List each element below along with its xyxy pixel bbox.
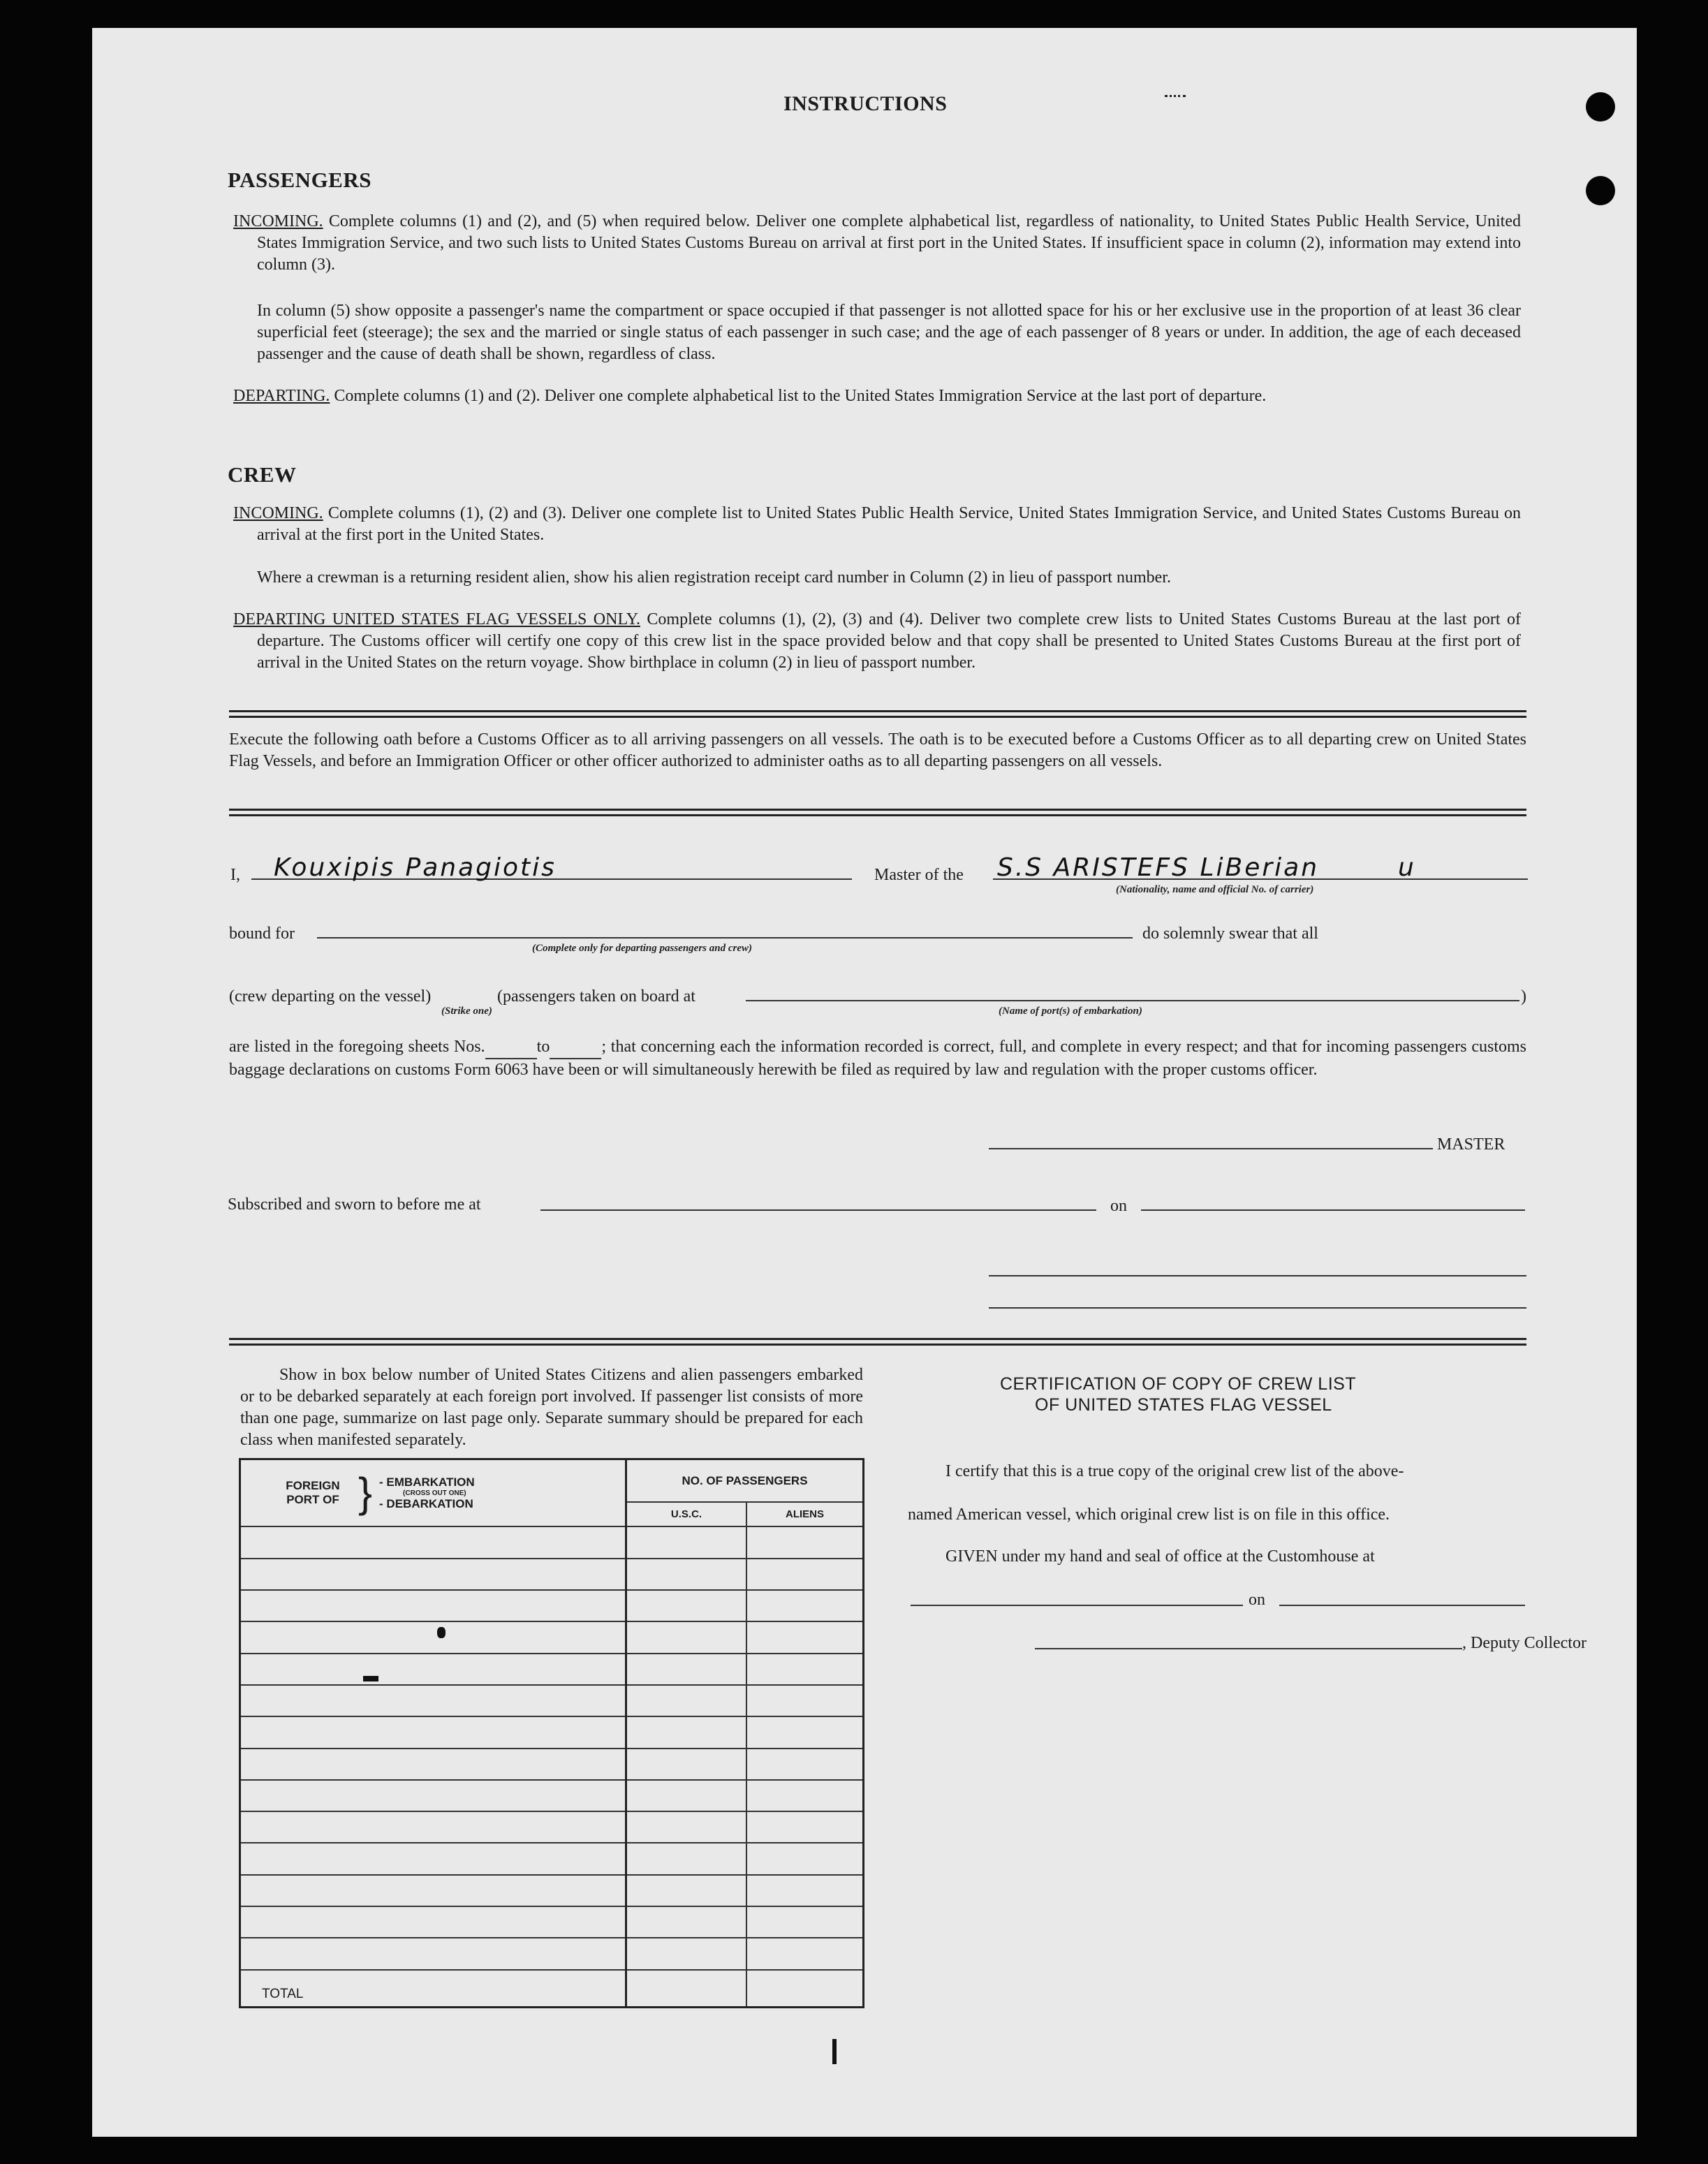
officer-signature-field-2[interactable] bbox=[989, 1307, 1526, 1309]
listed-to-label: to bbox=[536, 1038, 550, 1056]
summary-row bbox=[240, 1938, 864, 1969]
rule-double-2 bbox=[229, 809, 1526, 816]
port-cell[interactable] bbox=[240, 1621, 626, 1653]
passengers-departing-label: DEPARTING. bbox=[233, 387, 330, 405]
summary-row bbox=[240, 1875, 864, 1906]
summary-row bbox=[240, 1749, 864, 1780]
aliens-cell[interactable] bbox=[746, 1749, 864, 1780]
swear-text: do solemnly swear that all bbox=[1142, 925, 1318, 943]
usc-cell[interactable] bbox=[626, 1749, 747, 1780]
port-cell[interactable] bbox=[240, 1685, 626, 1716]
usc-cell[interactable] bbox=[626, 1875, 747, 1906]
crew-departing-option[interactable]: (crew departing on the vessel) bbox=[229, 987, 432, 1006]
port-embarkation-field[interactable] bbox=[746, 1000, 1519, 1001]
summary-row bbox=[240, 1685, 864, 1716]
crew-resident-paragraph: Where a crewman is a returning resident alien, show his alien registration receipt card number in Column (2) in lieu of passport number. bbox=[257, 568, 1171, 587]
aliens-cell[interactable] bbox=[746, 1811, 864, 1843]
oath-i-label: I, bbox=[230, 866, 240, 884]
passengers-incoming-text: Complete columns (1) and (2), and (5) when required below. Deliver one complete alphabetical list, regardless of nationality, to United States Public Health Service, United States Immigration Service, and two such lists to United States Customs Bureau on arrival at first port in the United States. If insufficient space in column (2), information may extend into column (3). bbox=[257, 212, 1521, 274]
cert-title-line1: CERTIFICATION OF COPY OF CREW LIST bbox=[1000, 1374, 1357, 1394]
aliens-cell[interactable] bbox=[746, 1716, 864, 1748]
vessel-suffix-value: u bbox=[1398, 853, 1416, 882]
summary-row bbox=[240, 1716, 864, 1748]
crew-incoming-label: INCOMING. bbox=[233, 504, 323, 522]
usc-cell[interactable] bbox=[626, 1843, 747, 1874]
usc-cell[interactable] bbox=[626, 1938, 747, 1969]
usc-cell[interactable] bbox=[626, 1590, 747, 1621]
punch-hole-second bbox=[1586, 176, 1615, 205]
sheet-to-field[interactable] bbox=[550, 1036, 601, 1059]
deputy-collector-signature-field[interactable] bbox=[1035, 1648, 1462, 1649]
usc-cell[interactable] bbox=[626, 1654, 747, 1685]
port-cell[interactable] bbox=[240, 1811, 626, 1843]
subscribed-on-label: on bbox=[1110, 1197, 1127, 1215]
vessel-caption: (Nationality, name and official No. of carrier) bbox=[1116, 884, 1314, 895]
aliens-cell[interactable] bbox=[746, 1559, 864, 1590]
listed-text-b: ; that concerning each the information recorded is correct, full, and complete in every respect; and that for incoming passengers customs baggage declarations on customs Form 6063 have been or will simultaneously herewith be filed as required by law and regulation with the proper customs officer. bbox=[229, 1038, 1526, 1079]
summary-row bbox=[240, 1780, 864, 1811]
total-aliens-cell[interactable] bbox=[746, 1970, 864, 2008]
customhouse-place-field[interactable] bbox=[911, 1605, 1243, 1606]
total-label: TOTAL bbox=[240, 1970, 626, 2008]
passengers-taken-option[interactable]: (passengers taken on board at bbox=[497, 987, 695, 1006]
cert-on-label: on bbox=[1249, 1591, 1265, 1609]
port-cell[interactable] bbox=[240, 1906, 626, 1938]
port-cell[interactable] bbox=[240, 1938, 626, 1969]
port-cell[interactable] bbox=[240, 1559, 626, 1590]
usc-cell[interactable] bbox=[626, 1621, 747, 1653]
passengers-heading: PASSENGERS bbox=[228, 168, 371, 192]
aliens-cell[interactable] bbox=[746, 1685, 864, 1716]
aliens-header: ALIENS bbox=[746, 1502, 864, 1526]
deputy-collector-label: , Deputy Collector bbox=[1462, 1634, 1586, 1652]
aliens-cell[interactable] bbox=[746, 1843, 864, 1874]
crew-incoming-text: Complete columns (1), (2) and (3). Deliver one complete list to United States Public Health Service, United States Immigration Service, and United States Customs Bureau on arrival at the first port in the United States. bbox=[257, 504, 1522, 544]
close-paren: ) bbox=[1521, 987, 1526, 1006]
port-cell[interactable] bbox=[240, 1526, 626, 1558]
usc-cell[interactable] bbox=[626, 1811, 747, 1843]
summary-row bbox=[240, 1526, 864, 1558]
master-of-label: Master of the bbox=[874, 866, 964, 884]
summary-row bbox=[240, 1811, 864, 1843]
cert-title-line2: OF UNITED STATES FLAG VESSEL bbox=[1035, 1395, 1332, 1415]
scan-speck bbox=[437, 1627, 446, 1638]
port-cell[interactable] bbox=[240, 1749, 626, 1780]
port-cell[interactable] bbox=[240, 1590, 626, 1621]
usc-header: U.S.C. bbox=[626, 1502, 747, 1526]
subscribed-place-field[interactable] bbox=[540, 1209, 1096, 1211]
aliens-cell[interactable] bbox=[746, 1906, 864, 1938]
subscribed-date-field[interactable] bbox=[1141, 1209, 1525, 1211]
port-cell[interactable] bbox=[240, 1654, 626, 1685]
usc-cell[interactable] bbox=[626, 1906, 747, 1938]
summary-row bbox=[240, 1590, 864, 1621]
passengers-departing-paragraph bbox=[233, 385, 1521, 407]
vessel-value: S.S ARISTEFS LiBerian bbox=[997, 853, 1320, 882]
port-cell[interactable] bbox=[240, 1716, 626, 1748]
usc-cell[interactable] bbox=[626, 1526, 747, 1558]
crew-incoming-paragraph bbox=[233, 503, 1522, 546]
crew-heading: CREW bbox=[228, 462, 297, 487]
cross-out-label: (CROSS OUT ONE) bbox=[403, 1489, 466, 1497]
usc-cell[interactable] bbox=[626, 1716, 747, 1748]
port-cell[interactable] bbox=[240, 1843, 626, 1874]
listed-paragraph bbox=[229, 1036, 1526, 1081]
form-page bbox=[92, 28, 1637, 2137]
passengers-incoming-paragraph bbox=[233, 211, 1521, 276]
debarkation-label: - DEBARKATION bbox=[379, 1496, 473, 1510]
aliens-cell[interactable] bbox=[746, 1654, 864, 1685]
passengers-departing-text: Complete columns (1) and (2). Deliver one complete alphabetical list to the United States Immigration Service at the last port of departure. bbox=[334, 387, 1267, 405]
no-of-passengers-header: NO. OF PASSENGERS bbox=[626, 1459, 864, 1503]
oath-intro-paragraph: Execute the following oath before a Customs Officer as to all arriving passengers on all vessels. The oath is to be executed before a Customs Officer as to all departing crew on United States Flag Vessels, and before an Immigration Officer or other officer authorized to administer oaths as to all departing passengers on all vessels. bbox=[229, 730, 1526, 770]
brace-glyph: } bbox=[358, 1469, 373, 1517]
cert-given-text: GIVEN under my hand and seal of office at the Customhouse at bbox=[945, 1547, 1375, 1566]
sheet-from-field[interactable] bbox=[485, 1036, 537, 1059]
cert-certify-line2: named American vessel, which original crew list is on file in this office. bbox=[908, 1506, 1390, 1524]
cert-certify-line1: I certify that this is a true copy of the original crew list of the above- bbox=[945, 1462, 1404, 1480]
bound-for-label: bound for bbox=[229, 925, 295, 943]
port-caption: (Name of port(s) of embarkation) bbox=[999, 1006, 1142, 1017]
usc-cell[interactable] bbox=[626, 1780, 747, 1811]
listed-text-a: are listed in the foregoing sheets Nos. bbox=[229, 1038, 485, 1056]
passengers-column5-paragraph: In column (5) show opposite a passenger's name the compartment or space occupied if that passenger is not allotted space for his or her exclusive use in the proportion of at least 36 clear superficial feet (steerage); the sex and the married or single status of each passenger in such case; and the age of each passenger of 8 years or under. In addition, the age of each deceased passenger and the cause of death shall be shown, regardless of class. bbox=[257, 302, 1521, 363]
aliens-cell[interactable] bbox=[746, 1938, 864, 1969]
bound-for-field[interactable] bbox=[317, 937, 1133, 939]
total-row bbox=[240, 1970, 864, 2008]
crew-departing-label: DEPARTING UNITED STATES FLAG VESSELS ONLY. bbox=[233, 610, 640, 628]
passengers-incoming-label: INCOMING. bbox=[233, 212, 323, 230]
total-usc-cell[interactable] bbox=[626, 1970, 747, 2008]
summary-row bbox=[240, 1654, 864, 1685]
customhouse-date-field[interactable] bbox=[1279, 1605, 1525, 1606]
scan-speck bbox=[1165, 95, 1186, 104]
instructions-heading: INSTRUCTIONS bbox=[783, 92, 948, 115]
rule-double-1 bbox=[229, 710, 1526, 718]
rule-double-3 bbox=[229, 1338, 1526, 1346]
scan-speck bbox=[363, 1676, 378, 1681]
aliens-cell[interactable] bbox=[746, 1875, 864, 1906]
master-signature-field[interactable] bbox=[989, 1148, 1433, 1149]
strike-one-caption: (Strike one) bbox=[441, 1006, 492, 1017]
bound-for-caption: (Complete only for departing passengers and crew) bbox=[532, 943, 752, 954]
summary-row bbox=[240, 1843, 864, 1874]
crew-departing-paragraph bbox=[233, 609, 1522, 674]
embarkation-options bbox=[379, 1475, 475, 1511]
passenger-summary-table bbox=[239, 1458, 864, 2008]
summary-row bbox=[240, 1906, 864, 1938]
scan-speck bbox=[832, 2039, 837, 2064]
officer-signature-field-1[interactable] bbox=[989, 1275, 1526, 1276]
subscribed-label: Subscribed and sworn to before me at bbox=[228, 1195, 481, 1214]
aliens-cell[interactable] bbox=[746, 1621, 864, 1653]
port-cell[interactable] bbox=[240, 1875, 626, 1906]
foreign-port-header bbox=[240, 1459, 626, 1527]
port-cell[interactable] bbox=[240, 1780, 626, 1811]
master-name-value: Kouxipis Panagiotis bbox=[274, 853, 557, 882]
foreign-port-of-label: FOREIGN PORT OF bbox=[286, 1479, 340, 1507]
aliens-cell[interactable] bbox=[746, 1590, 864, 1621]
aliens-cell[interactable] bbox=[746, 1780, 864, 1811]
aliens-cell[interactable] bbox=[746, 1526, 864, 1558]
summary-instructions: Show in box below number of United States Citizens and alien passengers embarked or to be debarked separately at each foreign port involved. If passenger list consists of more than one page, summarize on last page only. Separate summary should be prepared for each class when manifested separately. bbox=[240, 1366, 863, 1449]
punch-hole-top bbox=[1586, 92, 1615, 122]
usc-cell[interactable] bbox=[626, 1559, 747, 1590]
embarkation-label: - EMBARKATION bbox=[379, 1475, 475, 1489]
master-label: MASTER bbox=[1437, 1135, 1505, 1154]
summary-row bbox=[240, 1621, 864, 1653]
summary-row bbox=[240, 1559, 864, 1590]
usc-cell[interactable] bbox=[626, 1685, 747, 1716]
crew-departing-text: Complete columns (1), (2), (3) and (4). Deliver two complete crew lists to United States Customs Bureau at the last port of departure. The Customs officer will certify one copy of this crew list in the space provided below and that copy shall be presented to United States Customs Bureau at the first port of arrival in the United States on the return voyage. Show birthplace in column (2) in lieu of passport number. bbox=[257, 610, 1522, 672]
